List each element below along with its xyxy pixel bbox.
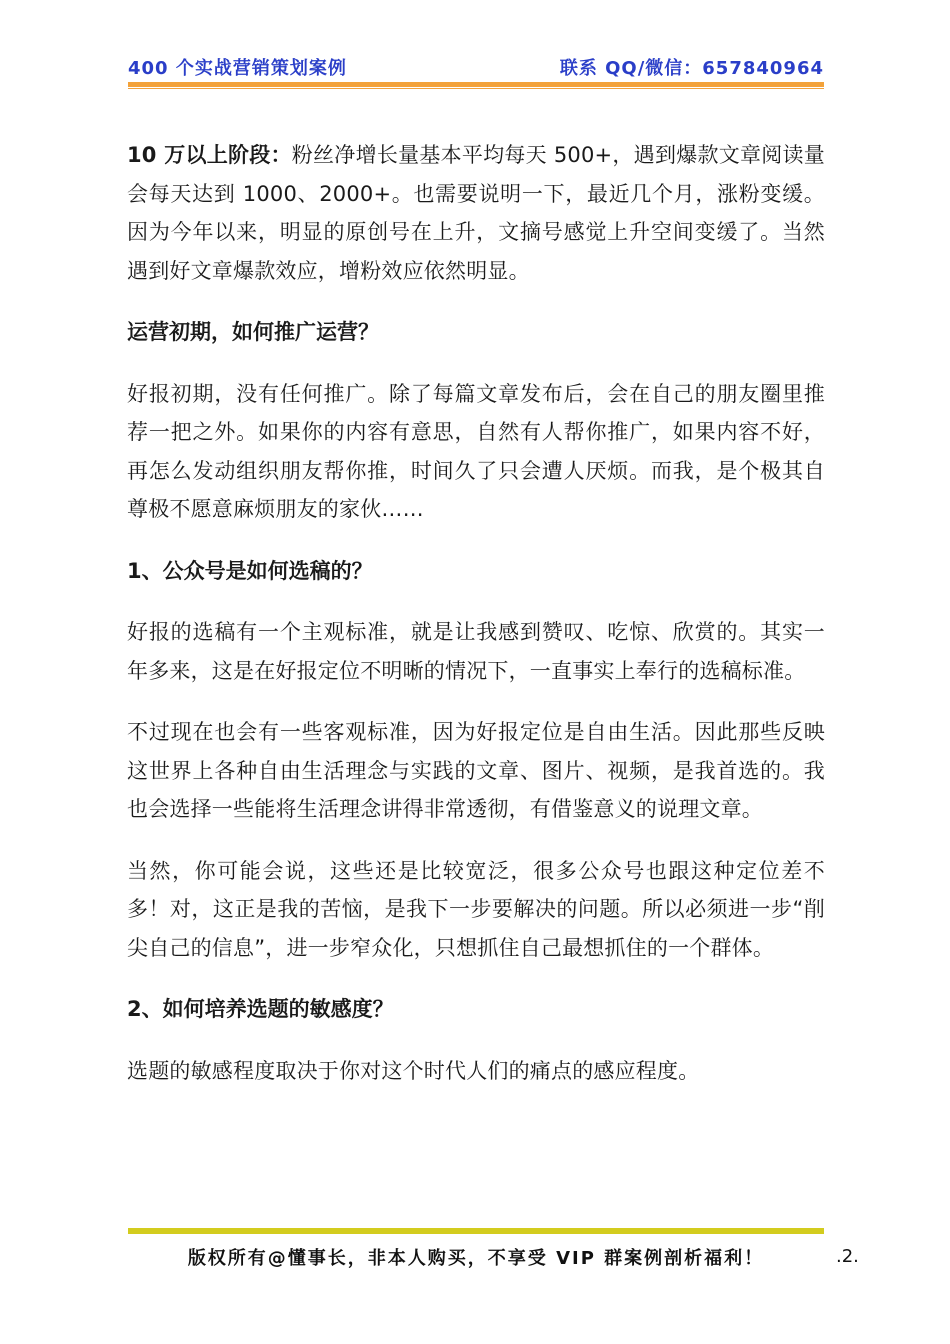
paragraph-growth-stage — [127, 136, 825, 290]
document-body — [127, 136, 825, 1113]
footer-copyright-notice: 版权所有@懂事长，非本人购买，不享受 VIP 群案例剖析福利！ — [187, 1248, 765, 1269]
header-divider — [128, 82, 824, 87]
paragraph-q2: 选题的敏感程度取决于你对这个时代人们的痛点的感应程度。 — [127, 1058, 700, 1083]
page-number: .2. — [836, 1246, 859, 1267]
page-header — [128, 54, 824, 80]
header-contact: 联系 QQ/微信：657840964 — [559, 58, 824, 79]
section-heading-promotion: 运营初期，如何推广运营？ — [127, 320, 379, 344]
header-divider-thin — [128, 88, 824, 89]
paragraph-q1-challenge: 当然，你可能会说，这些还是比较宽泛，很多公众号也跟这种定位差不多！对，这正是我的苦恼，是我下一步要解决的问题。所以必须进一步“削尖自己的信息”，进一步窄众化，只想抓住自己最想抓住的一个群体。 — [127, 858, 825, 960]
paragraph-text: 粉丝净增长量基本平均每天 500+，遇到爆款文章阅读量会每天达到 1000、2000+。也需要说明一下，最近几个月，涨粉变缓。因为今年以来，明显的原创号在上升，文摘号感觉上升空间变缓了。当然遇到好文章爆款效应，增粉效应依然明显。 — [127, 143, 825, 283]
section-heading-q1: 1、公众号是如何选稿的？ — [127, 558, 373, 583]
header-title: 400 个实战营销策划案例 — [128, 58, 347, 79]
footer-divider — [128, 1228, 824, 1234]
paragraph-label: 10 万以上阶段： — [127, 143, 292, 167]
section-heading-q2: 2、如何培养选题的敏感度？ — [127, 997, 394, 1021]
paragraph-q1-objective: 不过现在也会有一些客观标准，因为好报定位是自由生活。因此那些反映这世界上各种自由生活理念与实践的文章、图片、视频，是我首选的。我也会选择一些能将生活理念讲得非常透彻，有借鉴意义的说理文章。 — [127, 720, 825, 821]
paragraph-promotion: 好报初期，没有任何推广。除了每篇文章发布后，会在自己的朋友圈里推荐一把之外。如果你的内容有意思，自然有人帮你推广，如果内容不好，再怎么发动组织朋友帮你推，时间久了只会遭人厌烦。而我，是个极其自尊极不愿意麻烦朋友的家伙…… — [127, 381, 825, 521]
paragraph-q1-subjective: 好报的选稿有一个主观标准，就是让我感到赞叹、吃惊、欣赏的。其实一年多来，这是在好报定位不明晰的情况下，一直事实上奉行的选稿标准。 — [127, 620, 825, 683]
